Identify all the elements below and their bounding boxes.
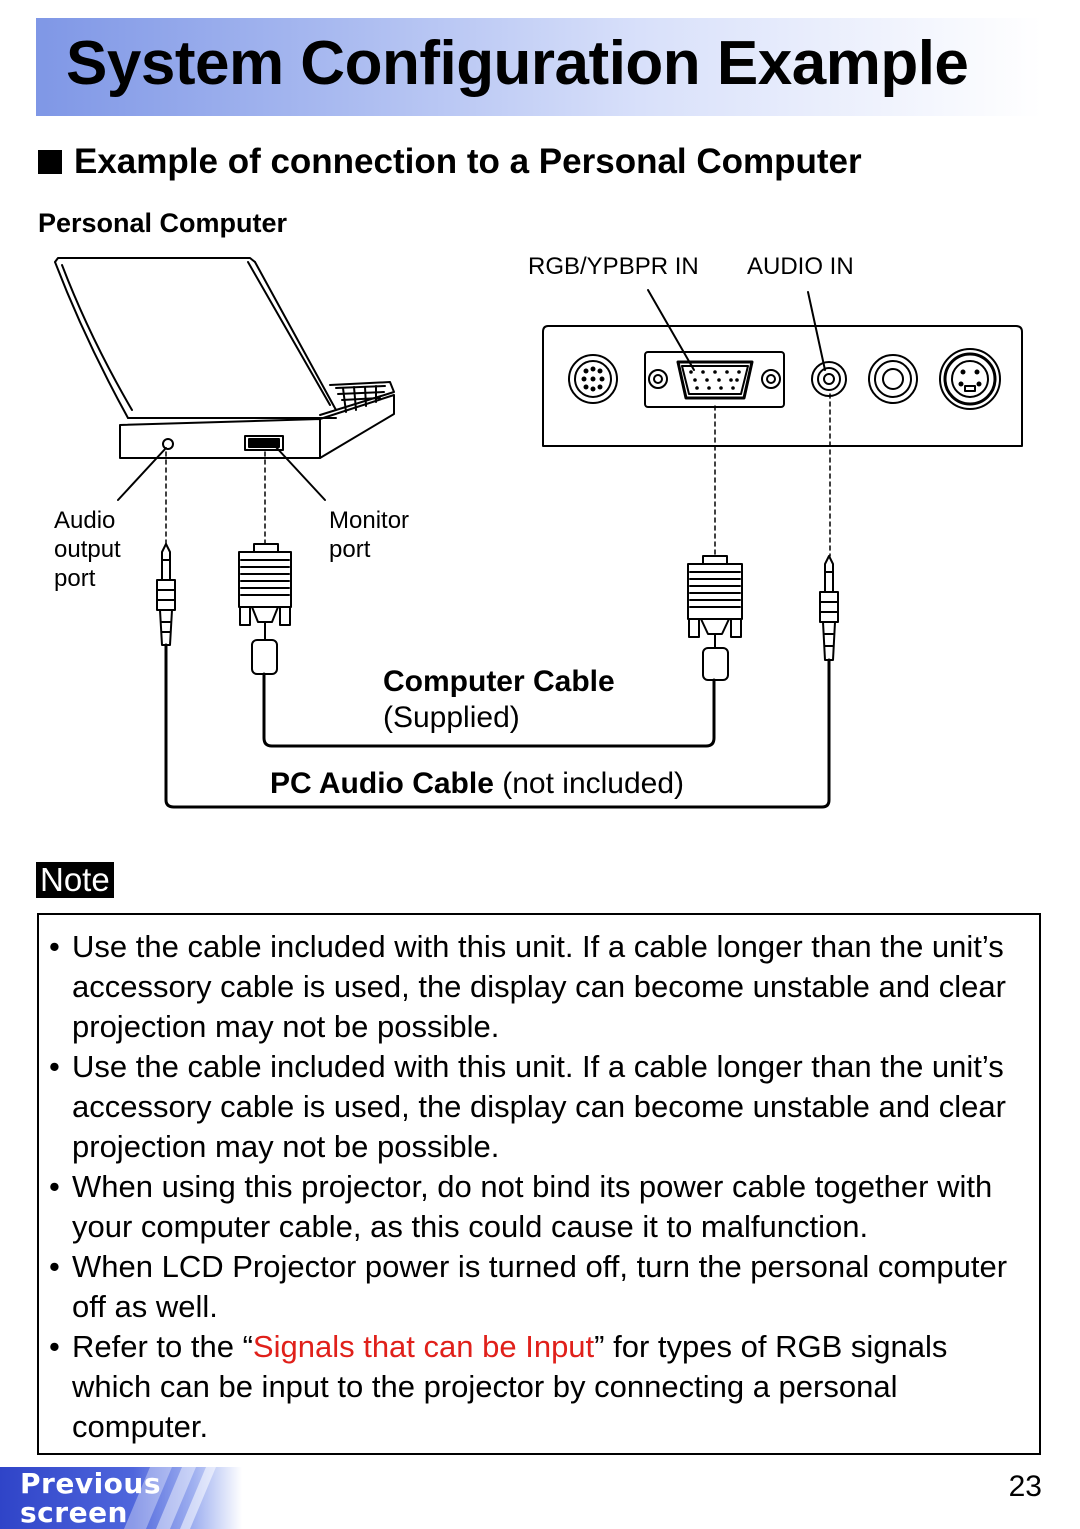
note-badge: Note — [36, 862, 114, 898]
s-video-port — [940, 349, 1000, 409]
note-list — [39, 915, 1039, 1447]
note-item: • Refer to the “Signals that can be Input” for types of RGB signals which can be input to the projector by connecting a personal computer. — [49, 1329, 948, 1444]
bullet-icon: • — [49, 1249, 60, 1284]
laptop-illustration — [55, 258, 394, 458]
audio-jack-port — [812, 362, 846, 396]
projector-input-panel — [543, 326, 1022, 446]
personal-computer-label: Personal Computer — [38, 208, 288, 238]
pc-audio-cable-name: PC Audio Cable — [270, 767, 494, 800]
vga-plug-laptop — [239, 544, 291, 674]
pc-audio-cable-note: (not included) — [502, 767, 685, 800]
section-heading-text: Example of connection to a Personal Computer — [74, 142, 862, 181]
note-item: • When using this projector, do not bind its power cable together with your computer cable, as this could cause it to malfunction. — [49, 1169, 993, 1244]
page-title: System Configuration Example — [66, 29, 969, 98]
note-item: • When LCD Projector power is turned off, turn the personal computer off as well. — [49, 1249, 1008, 1324]
note-item: • Use the cable included with this unit. If a cable longer than the unit’s accessory cable is used, the display can become unstable and clear projection may not be possible. — [49, 1049, 1006, 1164]
computer-cable-note: (Supplied) — [383, 701, 520, 734]
note-item: • Use the cable included with this unit. If a cable longer than the unit’s accessory cable is used, the display can become unstable and clear projection may not be possible. — [49, 929, 1006, 1044]
bullet-icon: • — [49, 1049, 60, 1084]
note-box — [37, 913, 1041, 1455]
pc-audio-cable-label — [270, 767, 684, 801]
bullet-icon: • — [49, 1169, 60, 1204]
vga-plug-projector — [688, 556, 742, 680]
mini-din-port — [569, 355, 617, 403]
audio-in-label: AUDIO IN — [747, 253, 854, 280]
rgb-in-label: RGB/YPBPR IN — [528, 253, 699, 280]
computer-cable-label: Computer Cable — [383, 665, 615, 698]
vga-input-port — [645, 352, 784, 407]
rca-video-port — [869, 355, 917, 403]
previous-screen-button[interactable] — [0, 1467, 242, 1529]
bullet-icon: • — [49, 1329, 60, 1364]
previous-label: Previous — [20, 1467, 162, 1500]
screen-label: screen — [20, 1496, 128, 1529]
audio-plug-projector — [820, 556, 838, 660]
signals-link[interactable]: Signals that can be Input — [252, 1329, 595, 1364]
audio-output-port-label: Audio output port — [54, 507, 121, 592]
page-number: 23 — [1008, 1470, 1042, 1503]
audio-plug-laptop — [157, 544, 175, 645]
bullet-icon: • — [49, 929, 60, 964]
monitor-port-label: Monitor port — [329, 507, 410, 563]
